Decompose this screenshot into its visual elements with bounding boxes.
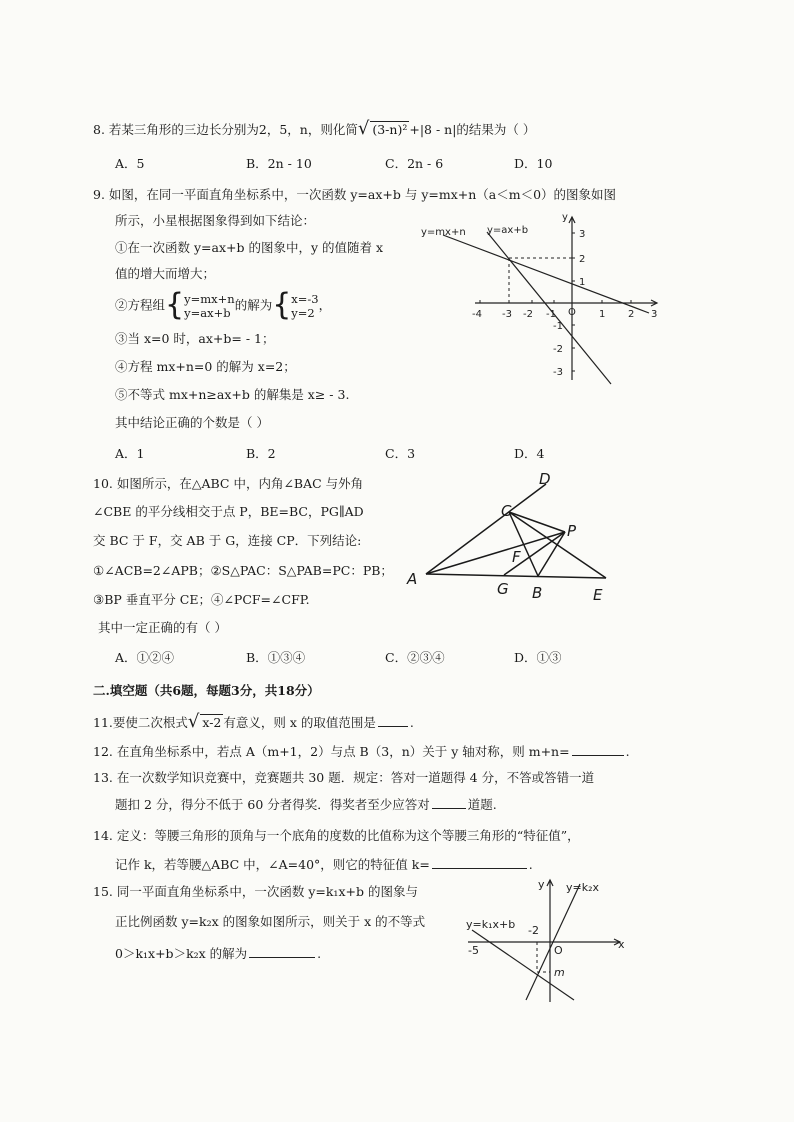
q11-radicand: x-2	[202, 715, 222, 730]
q9-option-a[interactable]: A．1	[115, 446, 145, 461]
q9-solution-system: x=-3 y=2	[291, 291, 319, 320]
q9-conclusion-1a: ①在一次函数 y=ax+b 的图象中，y 的值随着 x	[115, 240, 384, 255]
q11-stem: 11.要使二次根式√ x-2 有意义，则 x 的取值范围是 .	[93, 711, 414, 732]
q15-tick-m: m	[554, 966, 565, 979]
label-B: B	[532, 584, 543, 602]
q9-line-ax	[487, 232, 611, 384]
q8-option-d[interactable]: D．10	[514, 156, 553, 171]
q13-stem-line2: 题扣 2 分，得分不低于 60 分者得奖．得奖者至少应答对 道题.	[115, 797, 497, 812]
q9-xtick: 1	[599, 309, 606, 320]
q9-xtick: -3	[502, 309, 512, 320]
q15-x-label: x	[618, 938, 625, 951]
q15-stem-line3: 0＞k₁x+b＞k₂x 的解为 .	[115, 946, 322, 961]
q15-answer-blank[interactable]	[249, 945, 315, 958]
q10-triangle-figure	[400, 468, 630, 606]
q9-conclusion-4: ④方程 mx+n=0 的解为 x=2；	[115, 359, 296, 374]
label-F: F	[512, 548, 521, 566]
q10-option-d[interactable]: D．①③	[514, 650, 562, 665]
q15-tick-neg5: -5	[468, 944, 479, 957]
q10-question: 其中一定正确的有（ ）	[98, 620, 227, 635]
q9-graph	[415, 205, 665, 385]
segment-AE	[426, 574, 606, 578]
q15-label-k2: y=k₂x	[566, 881, 600, 894]
q9-option-c[interactable]: C．3	[385, 446, 416, 461]
q13-stem-line1: 13. 在一次数学知识竞赛中，竞赛题共 30 题．规定：答对一道题得 4 分，不答或答错一道	[93, 770, 595, 785]
left-brace: {	[272, 287, 292, 323]
q9-conclusion-5: ⑤不等式 mx+n≥ax+b 的解集是 x≥ - 3.	[115, 387, 350, 402]
q9-question: 其中结论正确的个数是（ ）	[115, 415, 269, 430]
q14-answer-blank[interactable]	[432, 856, 527, 869]
q15-tick-neg2: -2	[528, 924, 539, 937]
q10-stem-line4: ①∠ACB=2∠APB；②S△PAC：S△PAB=PC：PB；	[93, 563, 393, 578]
sqrt-symbol: √	[357, 118, 370, 139]
q12-answer-blank[interactable]	[572, 743, 624, 756]
left-brace: {	[165, 287, 185, 323]
q8-radicand: (3-n)²	[372, 122, 408, 137]
q9-option-d[interactable]: D．4	[514, 446, 545, 461]
q9-ytick: -3	[553, 367, 563, 378]
q9-line-mx	[443, 235, 649, 313]
label-A: A	[407, 570, 418, 588]
q9-stem-line2: 所示，小星根据图象得到如下结论：	[115, 213, 316, 228]
q10-stem-line2: ∠CBE 的平分线相交于点 P，BE=BC，PG∥AD	[93, 504, 364, 519]
q9-xtick: 3	[651, 309, 658, 320]
segment-AD	[426, 484, 546, 574]
q9-xtick: -1	[546, 309, 556, 320]
q10-option-b[interactable]: B．①③④	[246, 650, 306, 665]
q8-option-b[interactable]: B．2n - 10	[246, 156, 312, 171]
segment-AP	[426, 532, 565, 574]
q12-stem: 12. 在直角坐标系中，若点 A（m+1，2）与点 B（3，n）关于 y 轴对称，则 m+n= .	[93, 744, 630, 759]
q9-xtick: 2	[628, 309, 635, 320]
q9-label-ax: y=ax+b	[487, 225, 529, 236]
q15-stem-line2: 正比例函数 y=k₂x 的图象如图所示，则关于 x 的不等式	[115, 914, 426, 929]
label-G: G	[497, 580, 509, 598]
q9-ytick: 3	[579, 229, 586, 240]
sqrt-symbol: √	[187, 711, 200, 732]
q14-stem-line2: 记作 k，若等腰△ABC 中，∠A=40°，则它的特征值 k= .	[115, 857, 533, 872]
q10-stem-line5: ③BP 垂直平分 CE；④∠PCF=∠CFP.	[93, 592, 310, 607]
q9-option-b[interactable]: B．2	[246, 446, 276, 461]
q8-stem: 8. 若某三角形的三边长分别为2，5，n，则化简√ (3-n)² +|8 - n|的结果为（ ）	[93, 118, 536, 139]
q9-ytick: -1	[553, 321, 563, 332]
q13-answer-blank[interactable]	[432, 796, 466, 809]
q9-xtick: -4	[472, 309, 482, 320]
q15-origin: O	[554, 944, 563, 957]
q9-ytick: -2	[553, 344, 563, 355]
q14-stem-line1: 14. 定义：等腰三角形的顶角与一个底角的度数的比值称为这个等腰三角形的“特征值”，	[93, 828, 580, 843]
q9-stem-line1: 9. 如图，在同一平面直角坐标系中，一次函数 y=ax+b 与 y=mx+n（a＜m＜0）的图象如图	[93, 187, 617, 202]
q15-y-label: y	[538, 878, 545, 891]
q9-y-label: y	[562, 212, 568, 223]
q9-origin: O	[568, 307, 576, 318]
q10-stem-line1: 10. 如图所示，在△ABC 中，内角∠BAC 与外角	[93, 476, 364, 491]
q9-conclusion-2: ②方程组{y=mx+n y=ax+b 的解为{x=-3 y=2 ，	[115, 287, 332, 323]
label-C: C	[501, 502, 512, 520]
q15-line-k1	[472, 930, 574, 1000]
q9-equation-system: y=mx+n y=ax+b	[184, 291, 235, 320]
q9-label-mx: y=mx+n	[421, 227, 466, 238]
q10-option-c[interactable]: C．②③④	[385, 650, 445, 665]
q8-option-a[interactable]: A．5	[115, 156, 145, 171]
q9-conclusion-1b: 值的增大而增大；	[115, 266, 216, 281]
q15-graph	[462, 872, 632, 1004]
q8-option-c[interactable]: C．2n - 6	[385, 156, 444, 171]
q15-stem-line1: 15. 同一平面直角坐标系中，一次函数 y=k₁x+b 的图象与	[93, 884, 418, 899]
label-E: E	[593, 586, 603, 604]
q9-ytick: 2	[579, 254, 586, 265]
section-heading: 二.填空题（共6题，每题3分，共18分）	[93, 683, 320, 698]
label-P: P	[567, 522, 577, 540]
q10-stem-line3: 交 BC 于 F，交 AB 于 G，连接 CP．下列结论:	[93, 533, 362, 548]
label-D: D	[539, 470, 551, 488]
q9-conclusion-3: ③当 x=0 时，ax+b= - 1；	[115, 331, 275, 346]
q9-xtick: -2	[523, 309, 533, 320]
q9-ytick: 1	[579, 277, 586, 288]
q15-label-k1: y=k₁x+b	[466, 918, 516, 931]
q10-option-a[interactable]: A．①②④	[115, 650, 175, 665]
q11-answer-blank[interactable]	[378, 714, 408, 727]
